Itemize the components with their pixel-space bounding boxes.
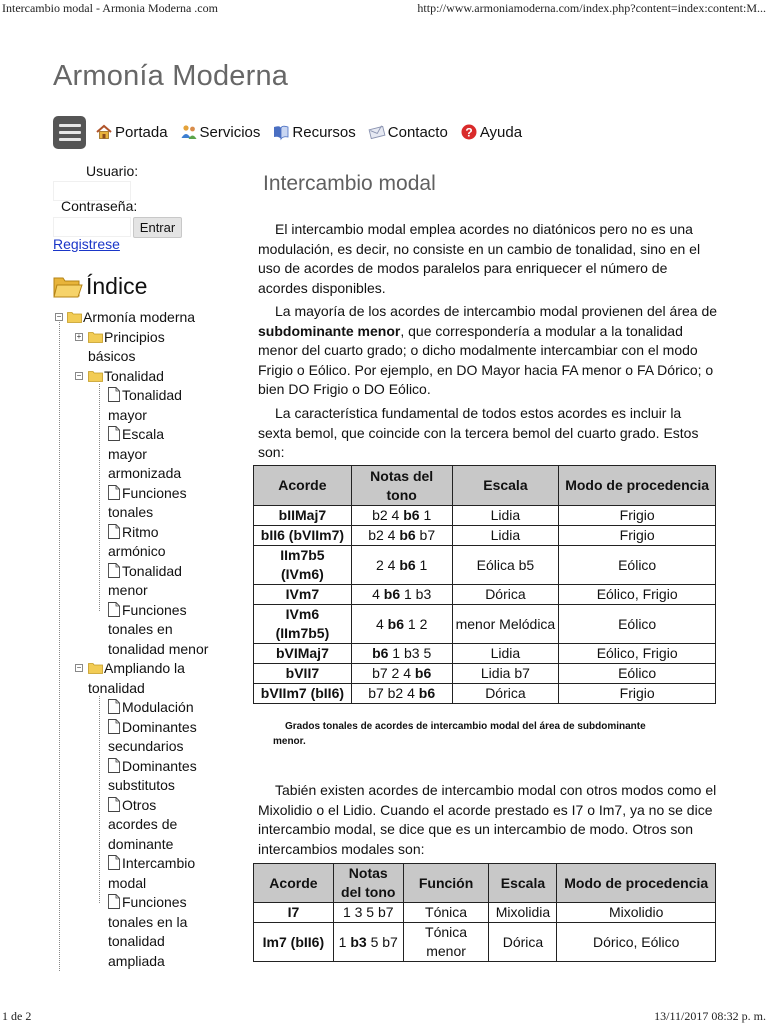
tree-guide-line (59, 322, 60, 971)
index-title: Índice (86, 273, 148, 299)
folder-open-icon (53, 274, 83, 300)
tree-label-line: menor (108, 582, 148, 598)
cell-acorde: bII6 (bVIIm7) (254, 526, 352, 546)
paragraph-intro: El intercambio modal emplea acordes no diatónicos pero no es una modulación, es decir, no consiste en un cambio de tonalidad, sino en el uso de acordes de modos paralelos para enriquecer el número de acordes disponibles. (258, 221, 701, 296)
note-emphasis: b3 (350, 933, 367, 950)
tree-label-text: Funciones (122, 894, 187, 910)
table-row (254, 506, 716, 526)
note-text: 5 b7 (366, 933, 398, 950)
nav-label: Contacto (387, 123, 448, 141)
cell-escala: Lidia (452, 644, 559, 664)
tree-item[interactable] (108, 698, 194, 718)
tree-label-line (108, 425, 181, 445)
table-row (254, 684, 716, 704)
tree-label-line: substitutos (108, 777, 175, 793)
tree-item[interactable] (108, 854, 195, 893)
nav-label: Servicios (199, 123, 261, 141)
page-icon (108, 387, 120, 402)
note-emphasis: b6 (399, 556, 416, 573)
tree-label-line (108, 386, 182, 406)
paragraph-emphasis: subdominante menor (258, 322, 401, 339)
page-icon (108, 894, 120, 909)
folder-icon (88, 660, 103, 672)
tree-label-text: Dominantes (122, 718, 197, 735)
tree-section[interactable] (88, 659, 185, 698)
note-text: 1 (419, 507, 432, 523)
cell-notas (351, 526, 452, 546)
note-text: 2 4 (375, 556, 400, 573)
page-icon (108, 426, 120, 441)
note-text: 1 2 (404, 615, 428, 632)
tree-item[interactable] (108, 893, 187, 971)
tree-item[interactable] (108, 757, 197, 796)
tree-label-line (108, 562, 182, 582)
column-header: Modo de procedencia (557, 864, 716, 903)
paragraph-text: , que correspondería a modular a la tonalidad menor del cuarto grado; o dicho modalmente intercambiar con el modo Frigio o Eólico. Por ejemplo, en DO Mayor hacia FA menor o FA Dórico; o bien DO Frigio o DO Eólico. (258, 322, 714, 397)
cell-acorde: bVII7 (254, 664, 352, 684)
cell-notas (333, 923, 403, 962)
main-nav (53, 115, 534, 149)
chords-table-other-modes (253, 863, 716, 962)
cell-notas (351, 684, 452, 704)
tree-label-line (88, 328, 165, 348)
collapse-toggle[interactable]: − (76, 370, 82, 380)
tree-label-line: mayor (108, 445, 147, 462)
tree-item[interactable] (108, 562, 182, 601)
tree-label-text: Dominantes (122, 757, 197, 774)
cell-acorde: I7 (254, 903, 334, 923)
cell-escala: Lidia (452, 506, 559, 526)
table-caption (273, 719, 713, 749)
cell-notas (351, 506, 452, 526)
tree-label-line: secundarios (108, 738, 184, 754)
tree-label-text: Tonalidad (122, 562, 182, 579)
tree-label-text: Ampliando la (104, 660, 185, 676)
cell-notas (351, 664, 452, 684)
page-icon (108, 485, 120, 500)
note-text: b2 4 (372, 507, 404, 523)
note-text: 4 (375, 615, 388, 632)
help-icon (460, 123, 478, 141)
cell-modo: Eólico (559, 605, 716, 644)
tree-label-line (108, 796, 177, 816)
tree-label-line (108, 484, 187, 504)
nav-label: Ayuda (479, 123, 523, 141)
tree-label-text: Funciones (122, 484, 187, 501)
register-link[interactable]: Registrese (53, 236, 120, 252)
tree-label-text: Otros (122, 796, 157, 813)
tree-label-text: Ritmo (122, 523, 159, 540)
cell-modo: Eólico (559, 546, 716, 585)
note-emphasis: b6 (372, 645, 389, 661)
nav-label: Portada (115, 123, 168, 141)
table-row (254, 923, 716, 962)
tree-root[interactable] (67, 308, 195, 328)
tree-label-text: Tonalidad (122, 387, 182, 403)
cell-escala: Dórica (452, 684, 559, 704)
cell-escala: Lidia (452, 526, 559, 546)
cell-escala: Dórica (452, 585, 559, 605)
page-icon (108, 524, 120, 539)
envelope-icon (368, 123, 386, 141)
page-icon (108, 719, 120, 734)
cell-modo: Frigio (559, 506, 716, 526)
note-text: b7 2 4 (372, 665, 415, 681)
tree-label-line: modal (108, 874, 147, 891)
column-header: Notas del tono (351, 466, 452, 506)
tree-label-text: Escala (122, 426, 165, 442)
cell-escala: Dórica (489, 923, 557, 962)
page-icon (108, 602, 120, 617)
table-row (254, 644, 716, 664)
tree-guide-line (99, 696, 100, 903)
tree-label-text: Armonía moderna (83, 309, 196, 325)
tree-label-line: mayor (108, 406, 147, 423)
cell-modo: Eólico, Frigio (559, 585, 716, 605)
tree-label-text: Funciones (122, 601, 187, 618)
note-text: 1 b3 5 (388, 645, 432, 661)
page-icon (108, 855, 120, 870)
tree-label-line: básicos (88, 348, 136, 364)
print-datetime: 13/11/2017 08:32 p. m. (654, 1009, 766, 1023)
column-header: Acorde (254, 864, 334, 903)
tree-label-line (108, 718, 197, 738)
column-header: Modo de procedencia (559, 466, 716, 506)
tree-label-text: Principios (104, 328, 165, 345)
cell-notas (351, 585, 452, 605)
cell-notas (333, 903, 403, 923)
note-emphasis: b6 (399, 527, 416, 543)
page-title: Intercambio modal (263, 172, 436, 195)
home-icon (95, 123, 113, 141)
cell-acorde: Im7 (bII6) (254, 923, 334, 962)
column-header: Acorde (254, 466, 352, 506)
folder-icon (67, 309, 82, 321)
paragraph-characteristic: La característica fundamental de todos estos acordes es incluir la sexta bemol, que coincide con la tercera bemol del cuarto grado. Estos son: (258, 405, 699, 460)
tree-item[interactable] (108, 601, 208, 660)
cell-acorde: IVm6 (IIm7b5) (254, 605, 352, 644)
tree-label-line: tonales en (108, 621, 173, 637)
tree-label-line: dominante (108, 835, 174, 852)
tree-label-line: acordes de (108, 816, 178, 832)
caption-text: Grados tonales de acordes de intercambio modal del área de subdominante (285, 721, 646, 732)
nav-item-recursos[interactable] (272, 123, 355, 141)
folder-icon (88, 329, 103, 341)
cell-escala: Eólica b5 (452, 546, 559, 585)
table-row (254, 664, 716, 684)
print-footer (2, 1009, 766, 1025)
cell-modo: Eólico (559, 664, 716, 684)
note-text: 1 b3 (400, 586, 432, 602)
cell-acorde: IIm7b5 (IVm6) (254, 546, 352, 585)
note-emphasis: b6 (418, 685, 436, 701)
cell-modo: Frigio (559, 526, 716, 546)
book-icon (272, 123, 290, 141)
column-header: Escala (489, 864, 557, 903)
chords-table-subdominant (253, 465, 716, 704)
tree-label-line: tonales en la (108, 913, 188, 930)
note-emphasis: b6 (383, 586, 401, 602)
tree-label-line (108, 757, 197, 777)
password-input[interactable] (53, 217, 131, 237)
table-row (254, 903, 716, 923)
tree-item[interactable] (108, 484, 187, 523)
cell-acorde: bVIMaj7 (254, 644, 352, 664)
cell-modo: Frigio (559, 684, 716, 704)
column-header: Escala (452, 466, 559, 506)
caption-text: menor. (273, 736, 306, 747)
note-text: 1 (338, 933, 351, 950)
tree-label-text: Tonalidad (104, 367, 164, 384)
tree-guide-line (99, 384, 100, 611)
tree-label-line (108, 601, 208, 621)
print-page-number: 1 de 2 (2, 1009, 32, 1023)
tree-label-line: armonizada (108, 465, 182, 481)
cell-acorde: bVIIm7 (bII6) (254, 684, 352, 704)
cell-notas (351, 644, 452, 664)
table-row (254, 585, 716, 605)
password-label: Contraseña: (61, 198, 138, 214)
cell-acorde: IVm7 (254, 585, 352, 605)
tree-section[interactable] (88, 328, 165, 367)
page-icon (108, 758, 120, 773)
cell-modo: Dórico, Eólico (557, 923, 716, 962)
collapse-toggle[interactable]: − (76, 663, 82, 672)
note-text: b7 (415, 527, 436, 543)
column-header: Función (403, 864, 489, 903)
note-emphasis: b6 (387, 615, 404, 632)
site-title[interactable]: Armonía Moderna (53, 60, 289, 92)
nav-item-portada[interactable] (95, 123, 168, 141)
print-page-title: Intercambio modal - Armonia Moderna .com (2, 1, 218, 15)
main-content (253, 172, 718, 959)
cell-funcion: Tónica (403, 903, 489, 923)
print-page-url: http://www.armoniamoderna.com/index.php?content=index:content:M... (417, 1, 766, 15)
nav-item-contacto[interactable] (368, 123, 448, 141)
tree-label-line: armónico (108, 543, 166, 559)
note-text: 1 (415, 556, 428, 573)
cell-modo: Eólico, Frigio (559, 644, 716, 664)
column-header: Notas del tono (333, 864, 403, 903)
cell-notas (351, 605, 452, 644)
collapse-toggle[interactable]: − (56, 312, 62, 321)
paragraph-text: La mayoría de los acordes de intercambio modal provienen del área de (275, 303, 718, 319)
note-text: b2 4 (368, 527, 400, 543)
note-text: 4 (372, 586, 384, 602)
index-header (53, 273, 147, 300)
cell-escala: menor Melódica (452, 605, 559, 644)
expand-toggle[interactable]: + (76, 331, 82, 341)
note-text: 1 3 5 b7 (342, 904, 394, 920)
paragraph-subdominant (258, 302, 718, 400)
tree-item[interactable] (108, 425, 181, 484)
print-header (2, 1, 766, 17)
nav-label: Recursos (292, 123, 356, 141)
nav-item-servicios[interactable] (180, 123, 261, 141)
tree-label-line: tonalidad (88, 679, 145, 696)
tree-label-text: Modulación (122, 699, 194, 715)
tree-label-line (108, 523, 166, 543)
tree-item[interactable] (108, 523, 166, 562)
tree-item[interactable] (108, 718, 197, 757)
tree-label-line (108, 698, 194, 718)
cell-funcion: Tónica menor (403, 923, 489, 962)
paragraph-other-modes: Tabién existen acordes de intercambio modal con otros modos como el Mixolidio o el Lidio. Cuando el acorde prestado es I7 o Im7, ya no se dice intercambio modal, se dice que es un intercambio de modo. Otros son intercambios modales son: (258, 782, 717, 857)
tree-item[interactable] (108, 796, 177, 855)
tree-label-line (108, 893, 187, 913)
table-row (254, 526, 716, 546)
tree-label-line: tonales (108, 504, 154, 520)
note-emphasis: b6 (414, 665, 432, 681)
tree-label-line: tonalidad (108, 933, 165, 949)
note-emphasis: b6 (403, 507, 420, 523)
people-icon (180, 123, 198, 141)
cell-acorde: bIIMaj7 (254, 506, 352, 526)
tree-label-line (108, 854, 195, 874)
username-label: Usuario: (86, 163, 139, 179)
tree-label-line: ampliada (108, 952, 165, 969)
login-button[interactable]: Entrar (133, 217, 182, 238)
page-icon (108, 797, 120, 812)
svg-text:?: ? (465, 125, 473, 140)
note-text: b7 b2 4 (368, 685, 419, 701)
tree-label-text: Intercambio (122, 855, 196, 871)
cell-escala: Lidia b7 (452, 664, 559, 684)
page-icon (108, 699, 120, 714)
cell-escala: Mixolidia (489, 903, 557, 923)
cell-modo: Mixolidio (557, 903, 716, 923)
table-row (254, 605, 716, 644)
table-row (254, 546, 716, 585)
folder-icon (88, 368, 103, 380)
tree-label-line: tonalidad menor (108, 640, 209, 657)
nav-item-ayuda[interactable] (460, 123, 522, 141)
cell-notas (351, 546, 452, 585)
tree-label-line (88, 659, 185, 679)
page-icon (108, 563, 120, 578)
hamburger-menu-icon[interactable] (53, 116, 86, 149)
tree-item[interactable] (108, 386, 182, 425)
